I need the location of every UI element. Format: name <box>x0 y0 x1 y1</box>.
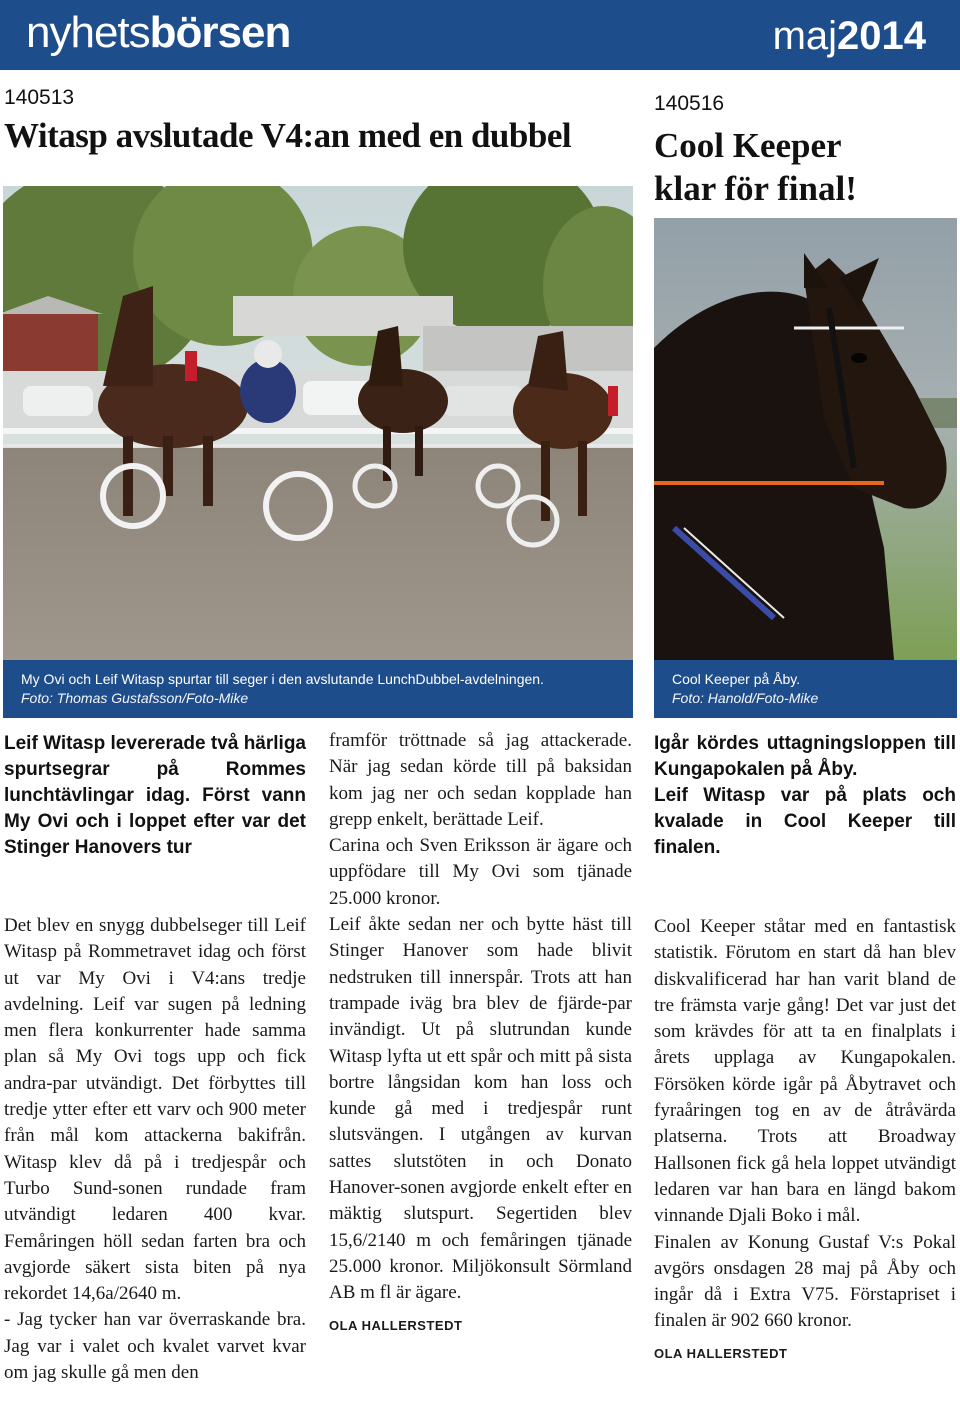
issue-label <box>773 14 926 59</box>
article2-paragraph: Finalen av Konung Gustaf V:s Pokal avgörs onsdagen 28 maj på Åby och ingår då i Extra V75. Förstapriset i finalen är 902 660 kronor. <box>654 1231 956 1332</box>
article1-photo-credit: Foto: Thomas Gustafsson/Foto-Mike <box>21 690 249 706</box>
article2-byline: OLA HALLERSTEDT <box>654 1345 788 1361</box>
horse-portrait-illustration <box>654 218 957 660</box>
masthead <box>0 0 960 70</box>
brand-bold: börsen <box>149 8 291 57</box>
article2-lead-line: Igår kördes uttagningsloppen till Kungapokalen på Åby. <box>654 733 956 780</box>
article1-date: 140513 <box>4 86 75 109</box>
article2-body <box>654 914 956 1367</box>
article1-caption <box>3 660 633 718</box>
article1-headline: Witasp avslutade V4:an med en dubbel <box>4 116 572 155</box>
article1-column-2 <box>329 728 632 1339</box>
article1-column-1 <box>4 913 306 1386</box>
article1-paragraph: Carina och Sven Eriksson är ägare och uppfödare till My Ovi som tjänade 25.000 kronor. <box>329 835 632 909</box>
article1-photo <box>3 186 633 660</box>
article1-paragraph: - Jag tycker han var överraskande bra. Jag var i valet och kvalet varvet kvar om jag skulle gå men den <box>4 1309 306 1384</box>
article2-lead-line: Leif Witasp var på plats och kvalade in Cool Keeper till finalen. <box>654 785 956 858</box>
article2-caption <box>654 660 957 718</box>
brand-logo <box>26 8 290 58</box>
article2-date: 140516 <box>654 92 725 115</box>
article2-headline <box>654 124 857 210</box>
brand-light: nyhets <box>26 8 150 57</box>
article2-photo-credit: Foto: Hanold/Foto-Mike <box>672 690 819 706</box>
article2-headline-line: Cool Keeper <box>654 126 842 165</box>
article1-byline: OLA HALLERSTEDT <box>329 1317 463 1333</box>
article2-photo <box>654 218 957 660</box>
issue-month: maj <box>772 14 838 58</box>
article1-paragraph: Det blev en snygg dubbelseger till Leif Witasp på Rommetravet idag och först ut var My Ovi i V4:ans tredje avdelning. Leif var sugen på ledning men flera konkurrenter hade samma plan så My Ovi togs upp och fick andra-par utvändigt. Det förbyttes till tredje ytter efter ett varv och 900 meter från mål kom attackerna bakifrån. Witasp klev då på i tredjespår och Turbo Sund-sonen rundade fram utvändigt ledaren 400 kvar. Femåringen höll sedan farten bra och avgjorde säkert sista biten på nya rekordet 14,6a/2640 m. <box>4 915 306 1305</box>
article2-paragraph: Cool Keeper ståtar med en fantastisk statistik. Förutom en start då han blev diskvalificerad har han varit bland de tre främsta varje gång! Det var just det som krävdes för att ta en finalplats i årets upplaga av Kungapokalen. Försöken körde igår på Åbytravet och fyraåringen tog en av de åtråvärda platserna. Trots att Broadway Hallsonen fick gå hela loppet utvändigt ledaren var han bara en längd bakom vinnande Djali Boko i mål. <box>654 916 956 1227</box>
article2-headline-line: klar för final! <box>654 169 857 208</box>
issue-year: 2014 <box>837 14 926 58</box>
article1-caption-text: My Ovi och Leif Witasp spurtar till seger i den avslutande LunchDubbel-avdelningen. <box>21 671 544 687</box>
article2-lead <box>654 731 956 861</box>
race-photo-illustration <box>3 186 633 660</box>
article2-caption-text: Cool Keeper på Åby. <box>672 671 801 687</box>
article1-paragraph: framför tröttnade så jag attackerade. När jag sedan körde till på baksidan kom jag ner och sedan kopplade han grepp enkelt, berättade Leif. <box>329 730 632 830</box>
article1-paragraph: Leif åkte sedan ner och bytte häst till Stinger Hanover som hade blivit nedstruken till innerspår. Trots att han trampade iväg bra blev de fjärde-par invändigt. Ut på slutrundan kunde Witasp lyfta ut ett spår och mitt på sista bortre långsidan kom han loss och kunde gå med i tredjespår runt slutsvängen. I utgången av kurvan sattes slutstöten in och Donato Hanover-sonen avgjorde enkelt efter en mäktig slutspurt. Segertiden blev 15,6/2140 m och femåringen tjänade 25.000 kronor. Miljökonsult Sörmland AB m fl är ägare. <box>329 914 632 1304</box>
article1-lead: Leif Witasp levererade två härliga spurtsegrar på Rommes lunchtävlingar idag. Först vann My Ovi och i loppet efter var det Stinger Hanovers tur <box>4 733 306 858</box>
